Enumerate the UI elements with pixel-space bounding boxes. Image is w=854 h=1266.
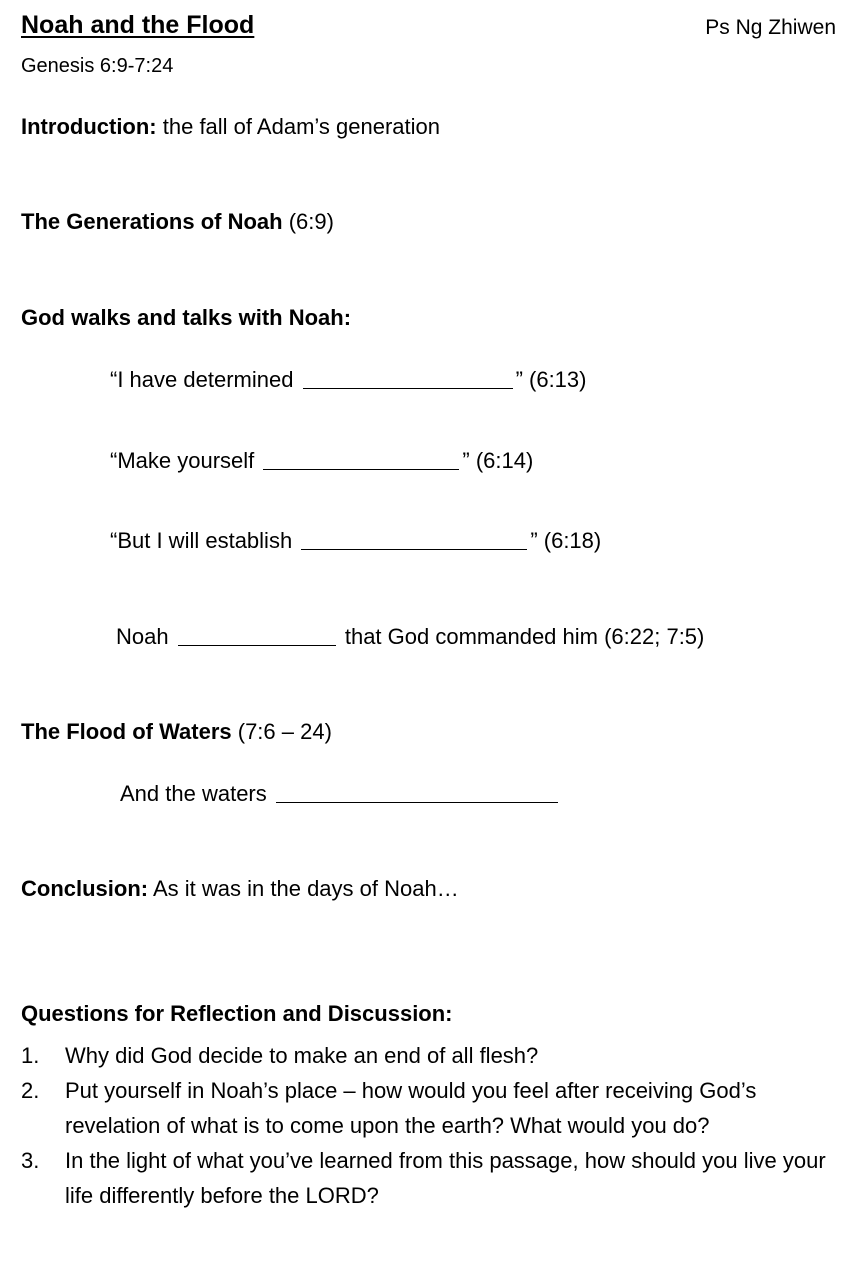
fill-in-make-prefix: “Make yourself (110, 448, 255, 473)
walks-heading: God walks and talks with Noah: (21, 305, 352, 330)
fill-in-waters-prefix: And the waters (120, 781, 267, 806)
questions-heading: Questions for Reflection and Discussion: (21, 1001, 453, 1026)
question-number: 2. (21, 1078, 40, 1103)
question-text: In the light of what you’ve learned from this passage, how should you live your life differently before the LORD? (65, 1148, 826, 1208)
flood-heading (21, 721, 332, 743)
question-number: 1. (21, 1043, 40, 1068)
fill-in-determined (110, 369, 586, 391)
conclusion-label: Conclusion: (21, 876, 149, 901)
blank-line (263, 468, 459, 470)
scripture-reference: Genesis 6:9-7:24 (21, 55, 174, 77)
fill-in-establish-prefix: “But I will establish (110, 528, 293, 553)
blank-line (276, 801, 558, 803)
introduction-text: the fall of Adam’s generation (156, 114, 440, 139)
generations-heading (21, 211, 334, 233)
blank-line (303, 387, 513, 389)
fill-in-make-suffix: ” (6:14) (462, 448, 534, 473)
introduction-label: Introduction: (21, 114, 157, 139)
fill-in-make (110, 450, 533, 472)
list-item (21, 1143, 836, 1213)
generations-label: The Generations of Noah (21, 209, 283, 234)
flood-label: The Flood of Waters (21, 719, 232, 744)
generations-ref: (6:9) (282, 209, 334, 234)
fill-in-establish-suffix: ” (6:18) (530, 528, 602, 553)
fill-in-determined-suffix: ” (6:13) (515, 367, 587, 392)
list-item (21, 1038, 836, 1073)
question-text: Why did God decide to make an end of all flesh? (65, 1043, 539, 1068)
conclusion-line (21, 878, 459, 900)
questions-list (21, 1038, 836, 1213)
fill-in-determined-prefix: “I have determined (110, 367, 294, 392)
fill-in-noah-suffix: that God commanded him (6:22; 7:5) (344, 624, 705, 649)
introduction-line (21, 116, 440, 138)
author-name: Ps Ng Zhiwen (705, 16, 836, 39)
fill-in-establish (110, 530, 601, 552)
flood-ref: (7:6 – 24) (231, 719, 332, 744)
list-item (21, 1073, 836, 1143)
fill-in-noah (116, 626, 704, 648)
blank-line (178, 644, 336, 646)
fill-in-noah-prefix: Noah (116, 624, 169, 649)
fill-in-waters (120, 783, 561, 805)
conclusion-text: As it was in the days of Noah… (148, 876, 459, 901)
question-number: 3. (21, 1148, 40, 1173)
question-text: Put yourself in Noah’s place – how would you feel after receiving God’s revelation of what is to come upon the earth? What would you do? (65, 1078, 757, 1138)
page-title: Noah and the Flood (21, 11, 255, 39)
blank-line (301, 548, 527, 550)
